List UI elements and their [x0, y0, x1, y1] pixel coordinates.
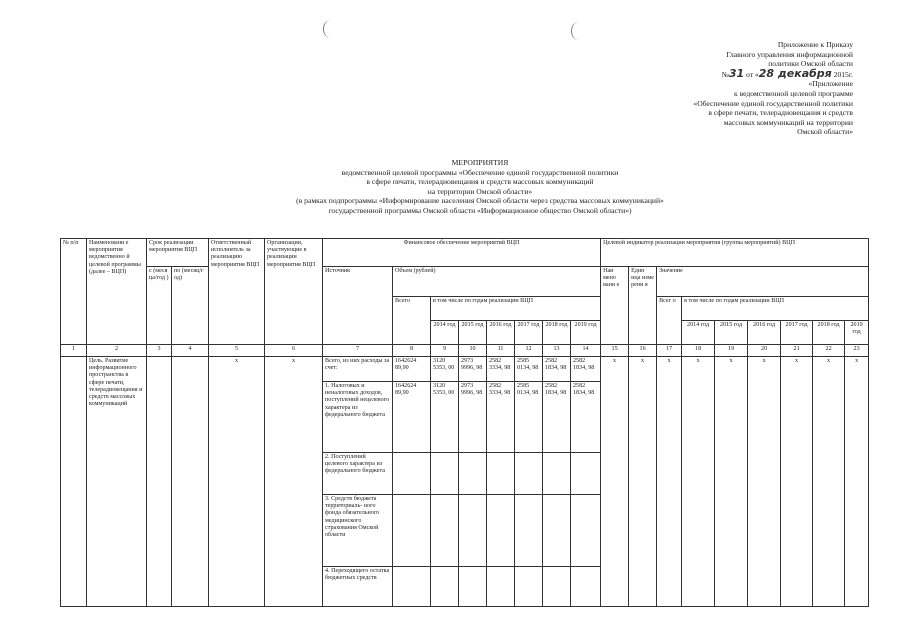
col-term-header: Срок реализации мероприятия ВЦП [147, 239, 209, 267]
scan-mark-left [323, 20, 338, 38]
year-value-cell: 3120 5353, 00 [431, 382, 459, 453]
col-to-header: по (месяц/г од) [172, 267, 209, 345]
column-numbers-row [61, 345, 869, 357]
source-cell: 1. Налоговых и неналоговых доходов, поступлений нецелевого характера из федерального бюджета [323, 382, 393, 453]
x-mark: x [748, 357, 781, 607]
empty-cell [431, 453, 459, 495]
order-number-line: №31 от «28 декабря 2015г. [721, 66, 853, 80]
column-number: 19 [715, 345, 748, 357]
year-header: 2017 год [515, 321, 543, 345]
total-cell: 1642624 89,90 [393, 357, 431, 382]
col-volume-header: Объем (рублей) [393, 267, 601, 297]
column-number: 1 [61, 345, 87, 357]
value-year-header: 2018 год [813, 321, 845, 345]
empty-cell [459, 567, 487, 607]
col-total-header: Всего [393, 297, 431, 345]
header-line: политики Омской области [768, 59, 853, 69]
empty-cell [393, 453, 431, 495]
source-cell: Всего, из них расходы за счет: [323, 357, 393, 382]
order-date-handwritten: 28 декабря [758, 66, 832, 80]
empty-cell [515, 567, 543, 607]
column-number: 9 [431, 345, 459, 357]
annex-line: массовых коммуникаций на территории [723, 117, 853, 127]
x-mark: x [845, 357, 869, 607]
title-line: ведомственной целевой программы «Обеспечение единой государственной политики [341, 167, 619, 177]
column-number: 11 [487, 345, 515, 357]
x-mark: x [209, 357, 265, 607]
empty-cell [393, 495, 431, 567]
x-mark: x [601, 357, 629, 607]
year-header: 2016 год [487, 321, 515, 345]
x-mark: x [715, 357, 748, 607]
year-value-cell: 2582 1834, 98 [571, 357, 601, 382]
title-line: государственной программы Омской области «Информационное общество Омской области») [328, 205, 632, 215]
x-mark: x [813, 357, 845, 607]
value-year-header: 2019 год [845, 321, 869, 345]
x-mark: x [781, 357, 813, 607]
empty-cell [515, 453, 543, 495]
column-number: 7 [323, 345, 393, 357]
col-responsible-header: Ответственный исполнитель за реализацию мероприятия ВЦП [209, 239, 265, 345]
empty-cell [459, 453, 487, 495]
empty-cell [459, 495, 487, 567]
empty-cell [431, 567, 459, 607]
x-mark: x [265, 357, 323, 607]
col-source-header: Источник [323, 267, 393, 345]
goal-text-cell: Цель. Развитие информационного пространства в сфере печати, телерадиовещания и средств массовых коммуникаций [87, 357, 147, 607]
column-number: 18 [682, 345, 715, 357]
column-number: 12 [515, 345, 543, 357]
col-value-header: Значение [657, 267, 869, 297]
empty-cell [571, 453, 601, 495]
value-year-header: 2016 год [748, 321, 781, 345]
table-row [61, 357, 869, 382]
scan-mark-right [571, 22, 586, 40]
empty-cell [487, 495, 515, 567]
source-cell: 2. Поступлений целевого характера из федерального бюджета [323, 453, 393, 495]
year-value-cell: 2582 1834, 98 [543, 382, 571, 453]
header-line: Приложение к Приказу [777, 40, 853, 49]
year-value-cell: 2973 9996, 98 [459, 382, 487, 453]
year-header: 2018 год [543, 321, 571, 345]
column-number: 16 [629, 345, 657, 357]
empty-cell [571, 495, 601, 567]
col-from-header: с (меся ца/год ) [147, 267, 172, 345]
empty-cell [487, 567, 515, 607]
annex-line: Омской области» [797, 127, 853, 137]
column-number: 8 [393, 345, 431, 357]
year-value-cell: 2582 3334, 98 [487, 382, 515, 453]
target-indicator-header: Целевой индикатор реализации мероприятия (группы мероприятий) ВЦП [601, 239, 869, 267]
finance-header: Финансовое обеспечение мероприятий ВЦП [323, 239, 601, 267]
year-value-cell: 2582 1834, 98 [543, 357, 571, 382]
column-number: 6 [265, 345, 323, 357]
header-line: Главного управления информационной [726, 49, 853, 59]
empty-cell [393, 567, 431, 607]
column-number: 22 [813, 345, 845, 357]
year-value-cell: 3120 5353, 00 [431, 357, 459, 382]
col-indicator-name-header: Наи мено вани е [601, 267, 629, 345]
column-number: 23 [845, 345, 869, 357]
col-unit-header: Един ица изме рени я [629, 267, 657, 345]
value-year-header: 2017 год [781, 321, 813, 345]
col-value-by-years-header: в том числе по годам реализации ВЦП [682, 297, 869, 321]
column-number: 21 [781, 345, 813, 357]
goal-empty-cell [61, 357, 87, 607]
column-number: 17 [657, 345, 682, 357]
column-number: 4 [172, 345, 209, 357]
col-value-total-header: Всег о [657, 297, 682, 345]
empty-cell [543, 567, 571, 607]
total-cell: 1642624 89,90 [393, 382, 431, 453]
year-value-cell: 2973 9996, 98 [459, 357, 487, 382]
column-number: 5 [209, 345, 265, 357]
order-number-handwritten: 31 [728, 66, 745, 80]
title-line: в сфере печати, телерадиовещания и средств массовых коммуникаций [366, 177, 594, 187]
title-line: на территории Омской области» [427, 186, 533, 196]
x-mark: x [682, 357, 715, 607]
column-number: 10 [459, 345, 487, 357]
year-header: 2014 год [431, 321, 459, 345]
source-cell: 3. Средств бюджета территориаль- ного фонда обязательного медицинского страхования Омской области [323, 495, 393, 567]
year-value-cell: 2582 1834, 98 [571, 382, 601, 453]
col-orgs-header: Организации, участвующие в реализации мероприятия ВЦП [265, 239, 323, 345]
col-by-years-header: в том числе по годам реализации ВЦП [431, 297, 601, 321]
title-line: (в рамках подпрограммы «Информирование населения Омской области через средства массовых коммуникаций» [296, 196, 664, 206]
source-cell: 4. Переходящего остатка бюджетных средств [323, 567, 393, 607]
year-value-cell: 2585 0134, 98 [515, 357, 543, 382]
annex-line: «Обеспечение единой государственной политики [693, 98, 853, 108]
year-value-cell: 2582 3334, 98 [487, 357, 515, 382]
column-number: 20 [748, 345, 781, 357]
empty-cell [487, 453, 515, 495]
value-year-header: 2014 год [682, 321, 715, 345]
document-title [240, 158, 720, 216]
annex-line: в сфере печати, телерадиовещания и средств [708, 108, 853, 118]
col-num-header: № п/п [61, 239, 87, 345]
empty-cell [543, 495, 571, 567]
empty-cell [172, 357, 209, 607]
x-mark: x [629, 357, 657, 607]
annex-line: «Приложение [808, 79, 853, 89]
column-number: 13 [543, 345, 571, 357]
title-line: МЕРОПРИЯТИЯ [451, 158, 509, 167]
year-value-cell: 2585 0134, 98 [515, 382, 543, 453]
empty-cell [431, 495, 459, 567]
value-year-header: 2015 год [715, 321, 748, 345]
x-mark: x [657, 357, 682, 607]
empty-cell [147, 357, 172, 607]
column-number: 3 [147, 345, 172, 357]
col-name-header: Наименовани е мероприятия ведомственно й целевой программы (далее – ВЦП) [87, 239, 147, 345]
activities-table [60, 238, 869, 607]
order-header [693, 40, 853, 137]
column-number: 15 [601, 345, 629, 357]
empty-cell [543, 453, 571, 495]
column-number: 2 [87, 345, 147, 357]
empty-cell [571, 567, 601, 607]
empty-cell [515, 495, 543, 567]
year-header: 2015 год [459, 321, 487, 345]
column-number: 14 [571, 345, 601, 357]
year-header: 2019 год [571, 321, 601, 345]
annex-line: к ведомственной целевой программе [733, 88, 853, 98]
